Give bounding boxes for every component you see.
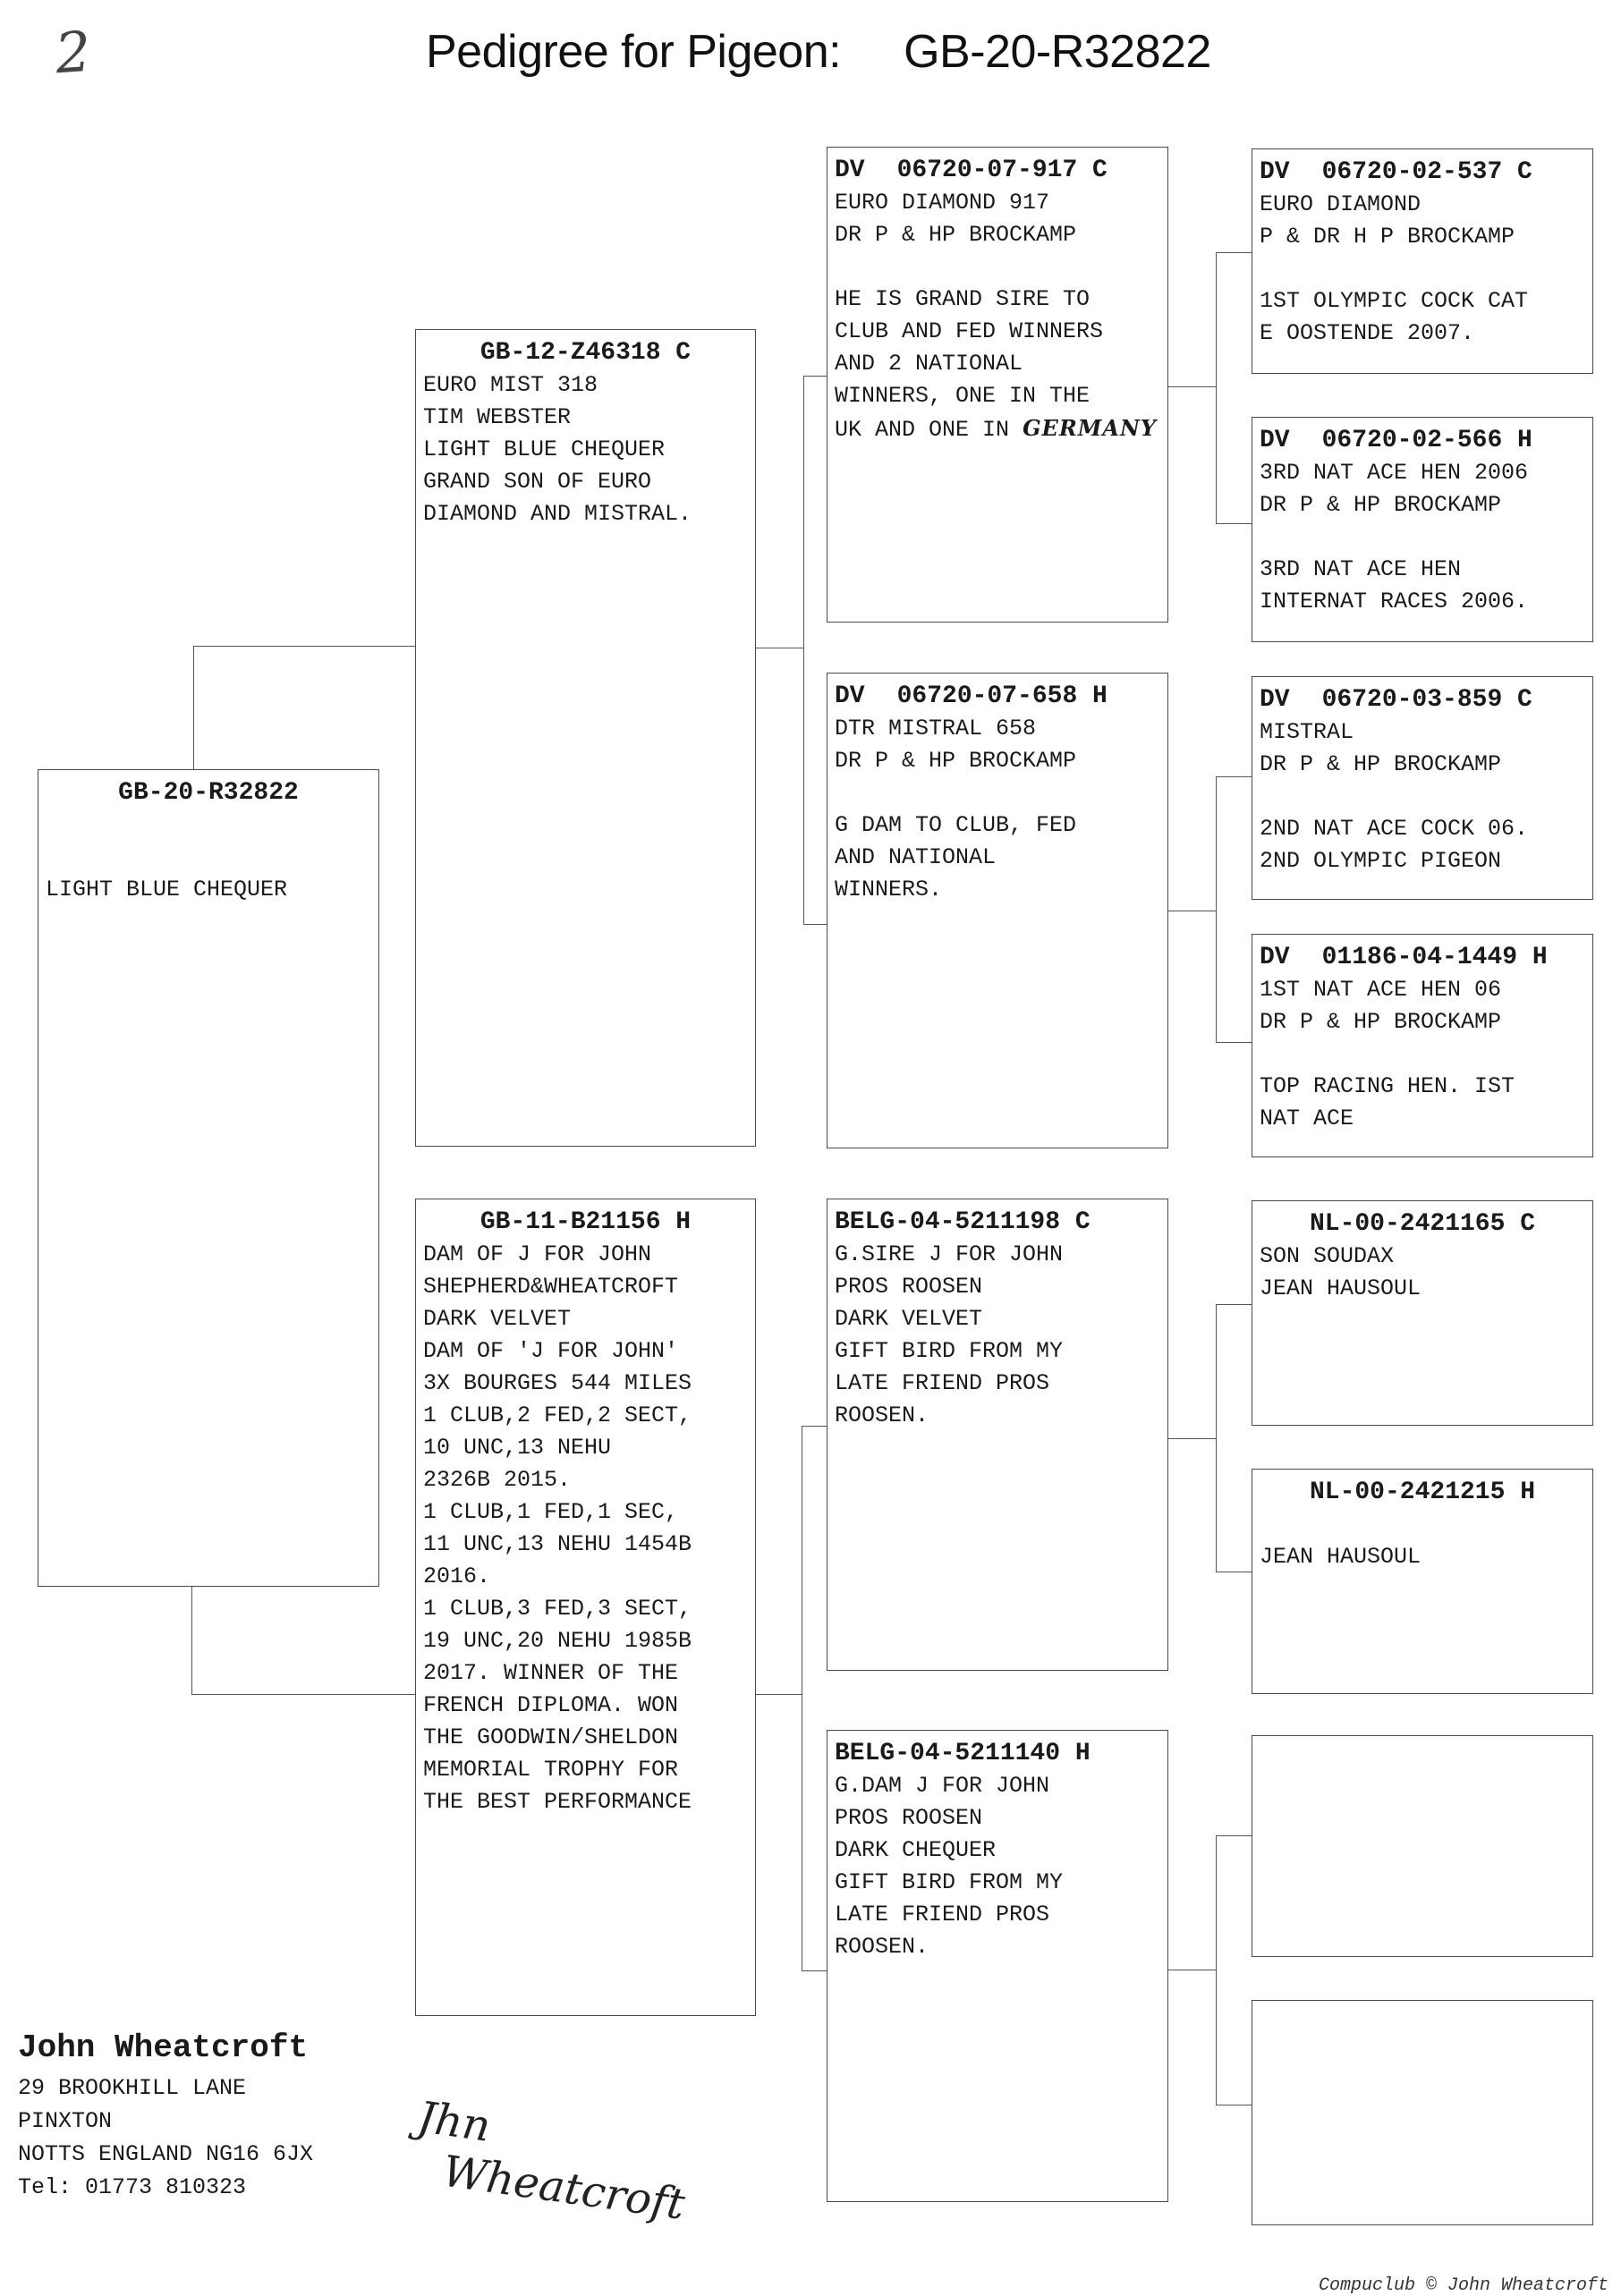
dam-sire-line: G.SIRE J FOR JOHN [835,1241,1064,1267]
dam-line: 3X BOURGES 544 MILES [423,1370,692,1396]
dam-sire-box [827,1199,1168,1671]
handwritten-annotation: GERMANY [1023,415,1158,441]
dam-line: DAM OF 'J FOR JOHN' [423,1338,679,1364]
title-label: Pedigree for Pigeon: [426,26,842,78]
sire-box [415,329,756,1147]
dam-sire-line: GIFT BIRD FROM MY [835,1338,1064,1364]
ring-number: 01186-04-1449 H [1321,944,1548,971]
ring-prefix: DV [1260,158,1290,186]
sire-line: DIAMOND AND MISTRAL. [423,501,692,527]
breeder-address-line: 29 BROOKHILL LANE [18,2075,247,2101]
dam-line: 1 CLUB,3 FED,3 SECT, [423,1596,692,1622]
pedigree-line: DR P & HP BROCKAMP [1260,1009,1502,1035]
breeder-address-line: PINXTON [18,2108,113,2134]
dam-sire-ring-number: BELG-04-5211198 C [835,1208,1091,1236]
ring-number-line [1260,942,1585,974]
breeder-name: John Wheatcroft [18,2029,309,2066]
pedigree-line [1260,1509,1585,1541]
dam-line: 10 UNC,13 NEHU [423,1435,612,1461]
sire-sire-ring-number [835,155,1160,187]
dam-dam-box [827,1730,1168,2202]
sire-dam-box [827,673,1168,1148]
subject-pigeon-box [38,769,379,1587]
dam-dam-line: DARK CHEQUER [835,1837,997,1863]
pedigree-line [1260,1038,1585,1071]
pedigree-line: E OOSTENDE 2007. [1260,320,1475,346]
ring-number: 06720-03-859 C [1321,686,1532,714]
sire-line: GRAND SON OF EURO [423,469,652,495]
sire-sire-line: HE IS GRAND SIRE TO [835,286,1091,312]
connector-dam-stub [754,1694,802,1695]
ring-prefix: DV [835,157,865,184]
ring-prefix: DV [1260,686,1290,714]
sire-line: TIM WEBSTER [423,404,572,430]
dam-line: DAM OF J FOR JOHN [423,1241,652,1267]
sire-dam-dam-box [1252,934,1593,1157]
pedigree-line: DR P & HP BROCKAMP [1260,492,1502,518]
sire-dam-ring-number [835,681,1160,713]
sire-line: EURO MIST 318 [423,372,598,398]
dam-line: 19 UNC,20 NEHU 1985B [423,1628,692,1654]
sire-sire-box [827,147,1168,623]
pedigree-line: 3RD NAT ACE HEN 2006 [1260,460,1529,486]
sire-dam-sire-box [1252,676,1593,900]
dam-sire-line: DARK VELVET [835,1306,983,1332]
breeder-address-line: NOTTS ENGLAND NG16 6JX [18,2141,314,2167]
sire-sire-line [835,251,1160,284]
dam-line: 1 CLUB,1 FED,1 SEC, [423,1499,679,1525]
pedigree-line [1260,253,1585,285]
dam-line: 11 UNC,13 NEHU 1454B [423,1531,692,1557]
dam-dam-line: ROOSEN. [835,1934,929,1960]
ring-number: 06720-07-917 C [896,157,1108,184]
ring-prefix: DV [1260,427,1290,454]
dam-line: THE BEST PERFORMANCE [423,1789,692,1815]
sire-sire-line: CLUB AND FED WINNERS [835,318,1104,344]
connector-ss-stub [1168,386,1217,387]
ring-prefix: DV [835,682,865,710]
pedigree-line: P & DR H P BROCKAMP [1260,224,1515,250]
dam-dam-line: PROS ROOSEN [835,1805,983,1831]
sire-dam-line: DTR MISTRAL 658 [835,716,1037,741]
dam-line: 2017. WINNER OF THE [423,1660,679,1686]
subject-color: LIGHT BLUE CHEQUER [46,877,288,902]
pedigree-line: MISTRAL [1260,719,1354,745]
footer-credit: Compuclub © John Wheatcroft [1318,2275,1608,2296]
dam-dam-dam-box [1252,2000,1593,2225]
title-ring-number: GB-20-R32822 [904,26,1211,78]
ring-number-line [1260,157,1585,189]
ring-number-line [1260,684,1585,716]
dam-line: 2326B 2015. [423,1467,572,1493]
connector-subject-sire [193,646,416,770]
sire-dam-line: G DAM TO CLUB, FED [835,812,1077,838]
connector-ds-stub [1168,1438,1217,1439]
dam-line: 1 CLUB,2 FED,2 SECT, [423,1402,692,1428]
sire-sire-line: AND 2 NATIONAL [835,351,1023,377]
connector-dam-parents [802,1426,827,1971]
page-number-handwritten: 2 [53,18,93,87]
subject-line [46,809,371,842]
sire-sire-dam-box [1252,417,1593,642]
sire-dam-line: AND NATIONAL [835,844,997,870]
breeder-phone: Tel: 01773 810323 [18,2174,247,2200]
ring-number-line [1260,425,1585,457]
sire-sire-sire-box [1252,148,1593,374]
ring-number: 06720-02-537 C [1321,158,1532,186]
dam-line: FRENCH DIPLOMA. WON [423,1692,679,1718]
ring-number: 06720-07-658 H [896,682,1108,710]
pedigree-line: JEAN HAUSOUL [1260,1544,1422,1570]
sire-sire-line: WINNERS, ONE IN THE [835,383,1091,409]
connector-sire-parents [803,376,827,925]
ring-number: 06720-02-566 H [1321,427,1532,454]
pedigree-line: 1ST OLYMPIC COCK CAT [1260,288,1529,314]
pedigree-line: 1ST NAT ACE HEN 06 [1260,977,1502,1003]
sire-sire-line: DR P & HP BROCKAMP [835,222,1077,248]
ring-number: NL-00-2421165 C [1309,1210,1536,1238]
dam-line: SHEPHERD&WHEATCROFT [423,1274,679,1300]
connector-sd-parents [1216,776,1252,1043]
pedigree-line: SON SOUDAX [1260,1243,1395,1269]
dam-dam-line: LATE FRIEND PROS [835,1902,1050,1927]
pedigree-line: 2ND NAT ACE COCK 06. [1260,816,1529,842]
dam-sire-line: ROOSEN. [835,1402,929,1428]
signature-line: Jhn [414,2092,494,2152]
pedigree-line: TOP RACING HEN. IST [1260,1073,1515,1099]
subject-line [46,842,371,874]
sire-sire-line: EURO DIAMOND 917 [835,190,1050,216]
sire-ring-number: GB-12-Z46318 C [480,339,692,367]
page-title [426,25,1211,79]
sire-dam-line: WINNERS. [835,877,943,902]
subject-ring-number: GB-20-R32822 [118,779,299,807]
pedigree-line: 2ND OLYMPIC PIGEON [1260,848,1502,874]
dam-ring-number: GB-11-B21156 H [480,1208,692,1236]
signature [408,2092,695,2230]
ring-number: NL-00-2421215 H [1309,1478,1536,1506]
pedigree-line: INTERNAT RACES 2006. [1260,589,1529,614]
pedigree-line: JEAN HAUSOUL [1260,1275,1422,1301]
connector-ss-parents [1216,252,1252,524]
dam-dam-ring-number: BELG-04-5211140 H [835,1740,1091,1767]
signature-line: Wheatcroft [439,2146,688,2230]
dam-dam-line: G.DAM J FOR JOHN [835,1773,1050,1799]
dam-line: 2016. [423,1563,491,1589]
pedigree-line [1260,781,1585,813]
connector-subject-dam [191,1587,416,1695]
connector-dd-parents [1216,1835,1252,2105]
pedigree-line: 3RD NAT ACE HEN [1260,556,1462,582]
dam-sire-line: LATE FRIEND PROS [835,1370,1050,1396]
dam-box [415,1199,756,2016]
dam-dam-line: GIFT BIRD FROM MY [835,1869,1064,1895]
breeder-info [18,2029,313,2204]
sire-sire-line-text: UK AND ONE IN [835,417,1010,443]
sire-sire-line [835,412,1160,446]
pedigree-line: DR P & HP BROCKAMP [1260,751,1502,777]
ring-prefix: DV [1260,944,1290,971]
connector-ds-parents [1216,1304,1252,1572]
pedigree-line: EURO DIAMOND [1260,191,1422,217]
sire-dam-line [835,777,1160,809]
pedigree-line: NAT ACE [1260,1106,1354,1131]
dam-sire-sire-box [1252,1200,1593,1426]
sire-line: LIGHT BLUE CHEQUER [423,436,666,462]
dam-line: MEMORIAL TROPHY FOR [423,1757,679,1783]
sire-dam-line: DR P & HP BROCKAMP [835,748,1077,774]
dam-dam-sire-box [1252,1735,1593,1957]
dam-line: DARK VELVET [423,1306,572,1332]
dam-line: THE GOODWIN/SHELDON [423,1724,679,1750]
dam-sire-line: PROS ROOSEN [835,1274,983,1300]
pedigree-line [1260,521,1585,554]
dam-sire-dam-box [1252,1469,1593,1694]
